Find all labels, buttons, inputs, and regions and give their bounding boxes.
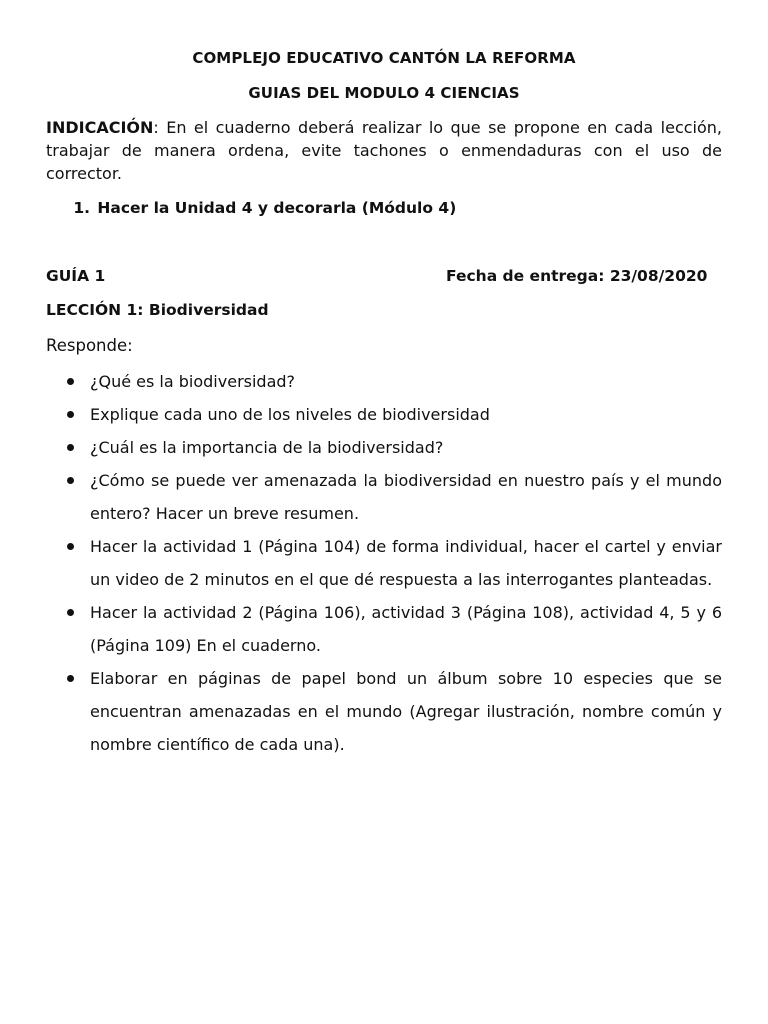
item-number: 1. [73,199,90,217]
list-item [46,530,722,596]
list-item-text: ¿Cómo se puede ver amenazada la biodiversidad en nuestro país y el mundo entero? Hacer un breve resumen. [90,471,722,523]
list-item-text: Elaborar en páginas de papel bond un álbum sobre 10 especies que se encuentran amenazadas en el mundo (Agregar ilustración, nombre común y nombre científico de cada una). [90,669,722,754]
list-item-text: ¿Cuál es la importancia de la biodiversidad? [90,438,444,457]
list-item-text: Hacer la actividad 1 (Página 104) de forma individual, hacer el cartel y enviar un video de 2 minutos en el que dé respuesta a las interrogantes planteadas. [90,537,722,589]
bullet-icon [67,543,74,550]
question-list [46,365,722,761]
bullet-icon [67,477,74,484]
guide-label: GUÍA 1 [46,267,106,285]
instructions-label: INDICACIÓN [46,118,154,137]
guide-header-row [46,267,722,285]
bullet-icon [67,444,74,451]
list-item [46,464,722,530]
list-item [46,398,722,431]
list-item-text: ¿Qué es la biodiversidad? [90,372,296,391]
list-item [46,596,722,662]
instructions-text: : En el cuaderno deberá realizar lo que se propone en cada lección, trabajar de manera ordena, evite tachones o enmendaduras con el uso de corrector. [46,118,722,183]
list-item [46,662,722,761]
numbered-item [46,199,722,217]
document-page [46,0,722,1024]
numbered-list [46,199,722,217]
lesson-title: LECCIÓN 1: Biodiversidad [46,301,269,319]
bullet-icon [67,609,74,616]
list-item-text: Hacer la actividad 2 (Página 106), actividad 3 (Página 108), actividad 4, 5 y 6 (Página 109) En el cuaderno. [90,603,722,655]
bullet-icon [67,378,74,385]
list-item [46,431,722,464]
module-title: GUIAS DEL MODULO 4 CIENCIAS [248,84,520,102]
list-item [46,365,722,398]
instructions-paragraph [46,116,722,185]
bullet-icon [67,411,74,418]
item-text: Hacer la Unidad 4 y decorarla (Módulo 4) [97,199,457,217]
bullet-icon [67,675,74,682]
due-date: Fecha de entrega: 23/08/2020 [446,267,708,285]
list-item-text: Explique cada uno de los niveles de biodiversidad [90,405,490,424]
school-title: COMPLEJO EDUCATIVO CANTÓN LA REFORMA [192,49,576,67]
respond-label: Responde: [46,336,133,355]
